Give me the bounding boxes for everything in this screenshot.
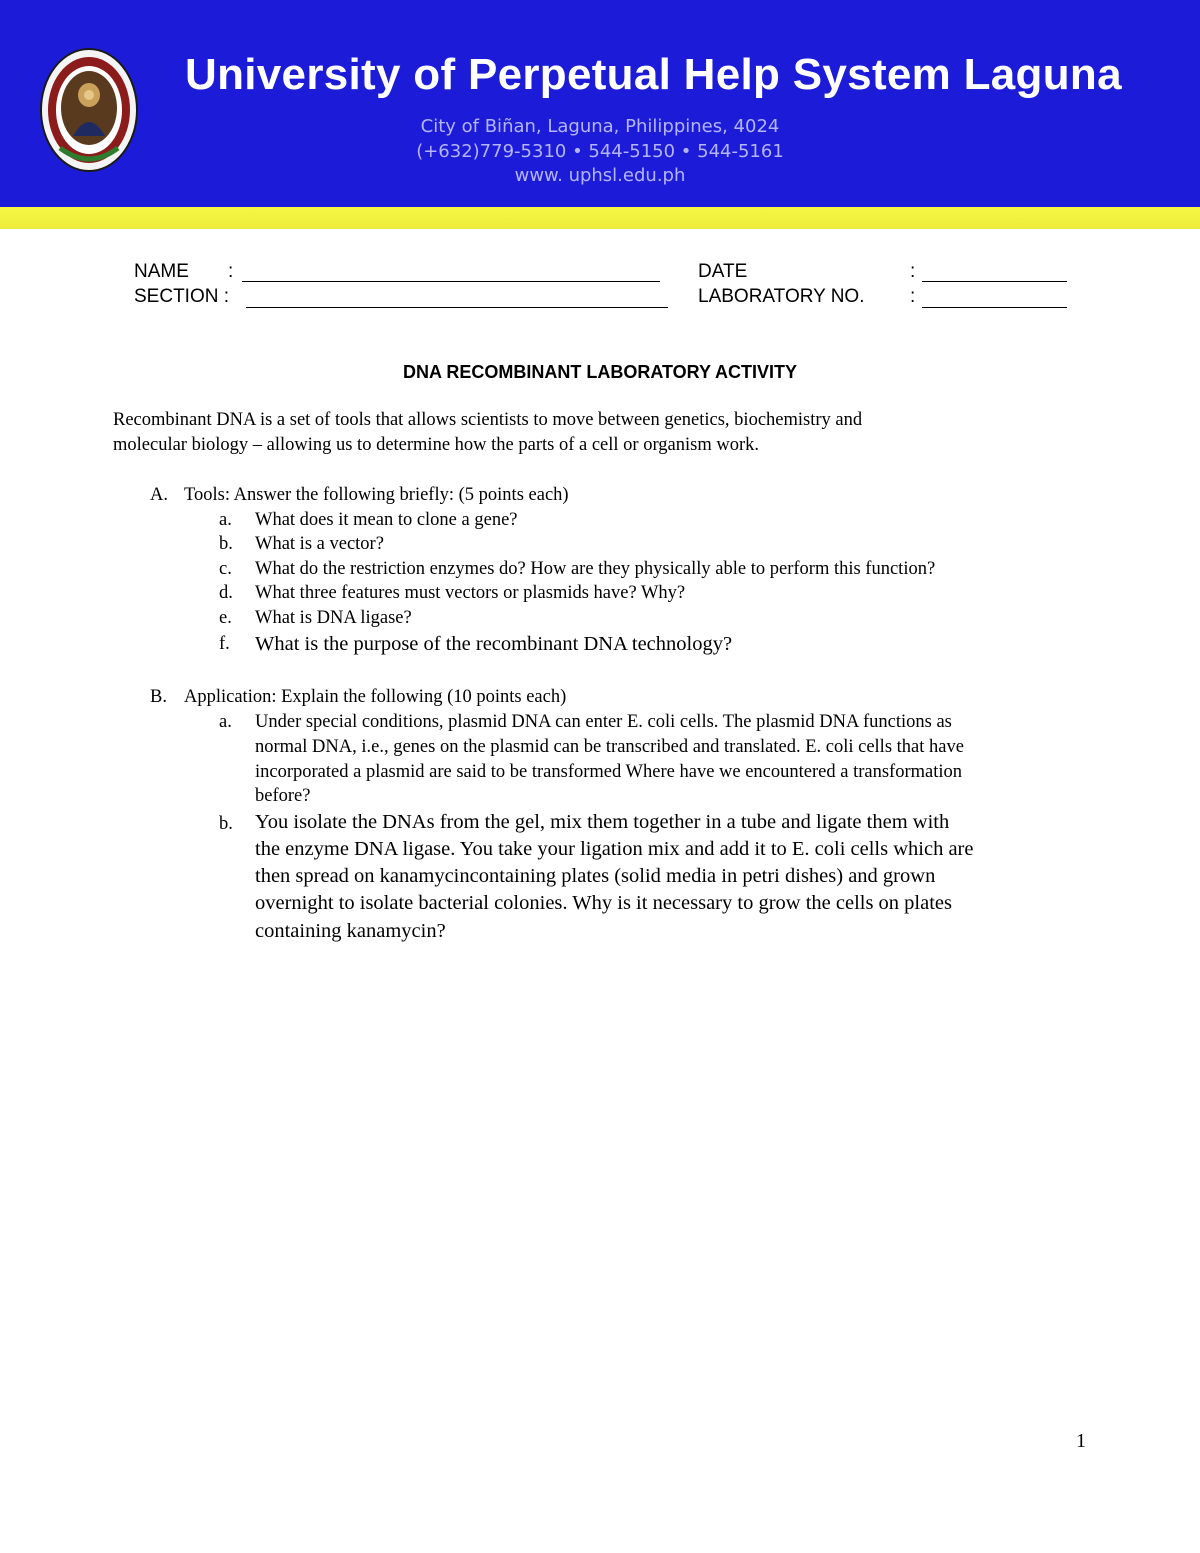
date-colon: :: [910, 261, 916, 282]
date-label: DATE: [698, 261, 748, 282]
section-label: SECTION :: [134, 286, 230, 307]
header-accent-stripe: [0, 207, 1200, 229]
section-a-heading: Tools: Answer the following briefly: (5 points each): [184, 485, 569, 505]
question-text-line: normal DNA, i.e., genes on the plasmid can be transcribed and translated. E. coli cells that have: [255, 737, 964, 757]
question-text: What three features must vectors or plasmids have? Why?: [255, 583, 686, 603]
name-colon: :: [228, 261, 234, 282]
question-text-line: Under special conditions, plasmid DNA can enter E. coli cells. The plasmid DNA functions as: [255, 712, 952, 732]
document-title: DNA RECOMBINANT LABORATORY ACTIVITY: [403, 362, 797, 382]
question-text: What is DNA ligase?: [255, 608, 412, 628]
university-seal-icon: [40, 48, 138, 172]
lab-number-field[interactable]: [922, 307, 1067, 308]
lab-number-colon: :: [910, 286, 916, 307]
name-label: NAME: [134, 261, 189, 282]
question-marker: b.: [219, 534, 233, 554]
university-website[interactable]: www. uphsl.edu.ph: [514, 165, 686, 186]
name-field[interactable]: [242, 281, 660, 282]
question-text-line: before?: [255, 786, 311, 806]
question-marker: a.: [219, 712, 232, 732]
university-phones: (+632)779-5310 • 544-5150 • 544-5161: [416, 141, 784, 162]
intro-line: molecular biology – allowing us to determine how the parts of a cell or organism work.: [113, 435, 759, 455]
lab-number-label: LABORATORY NO.: [698, 286, 865, 307]
question-marker: a.: [219, 510, 232, 530]
university-name: University of Perpetual Help System Laguna: [185, 50, 1122, 99]
question-text: What does it mean to clone a gene?: [255, 510, 518, 530]
question-text-line: incorporated a plasmid are said to be transformed Where have we encountered a transformation: [255, 762, 962, 782]
question-text-line: overnight to isolate bacterial colonies. Why is it necessary to grow the cells on plates: [255, 892, 952, 914]
section-b-heading: Application: Explain the following (10 points each): [184, 687, 567, 707]
section-field[interactable]: [246, 307, 668, 308]
page-number: 1: [1076, 1430, 1086, 1452]
question-marker: b.: [219, 814, 233, 834]
question-marker: c.: [219, 559, 232, 579]
question-text-line: containing kanamycin?: [255, 920, 446, 942]
question-text-line: the enzyme DNA ligase. You take your ligation mix and add it to E. coli cells which are: [255, 838, 974, 860]
university-address: City of Biñan, Laguna, Philippines, 4024: [420, 116, 780, 137]
section-a-marker: A.: [150, 485, 168, 505]
question-text-line: then spread on kanamycincontaining plates (solid media in petri dishes) and grown: [255, 865, 936, 887]
intro-line: Recombinant DNA is a set of tools that allows scientists to move between genetics, biochemistry and: [113, 410, 863, 430]
section-b-marker: B.: [150, 687, 167, 707]
question-text: What is a vector?: [255, 534, 384, 554]
question-marker: f.: [219, 634, 230, 654]
question-text: What is the purpose of the recombinant DNA technology?: [255, 633, 733, 655]
question-text-line: You isolate the DNAs from the gel, mix them together in a tube and ligate them with: [255, 811, 950, 833]
date-field[interactable]: [922, 281, 1067, 282]
question-marker: d.: [219, 583, 233, 603]
question-text: What do the restriction enzymes do? How are they physically able to perform this function?: [255, 559, 936, 579]
question-marker: e.: [219, 608, 232, 628]
